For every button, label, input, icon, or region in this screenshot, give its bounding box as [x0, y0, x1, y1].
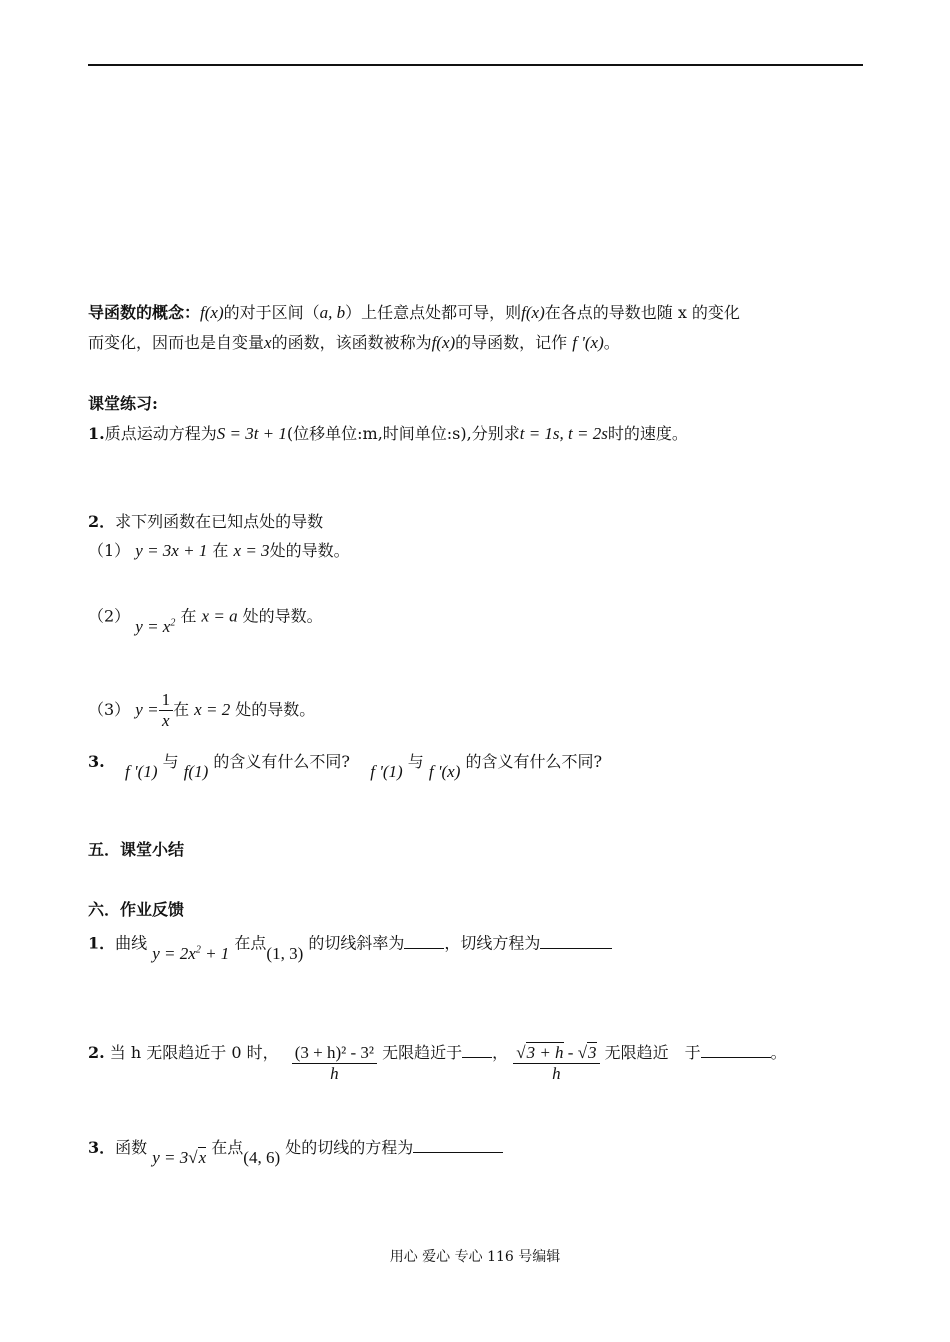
h2-blank-2[interactable]	[701, 1043, 771, 1058]
q1-formula: S = 3t + 1	[216, 424, 287, 443]
h1-text: 的切线斜率为	[308, 933, 405, 953]
concept-text: 的导函数，记作	[455, 333, 568, 352]
h1-text: ，切线方程为	[444, 933, 541, 953]
fraction-denominator: h	[292, 1063, 377, 1084]
concept-text: 而变化，因而也是自变量	[88, 333, 265, 352]
concept-heading: 导函数的概念：	[88, 303, 201, 322]
q2-3-point: x = 2	[194, 700, 231, 719]
x-symbol: x	[264, 333, 272, 352]
concept-text: 的对于区间（	[223, 303, 320, 322]
practice-q2-2	[88, 603, 323, 636]
q2-1-text: 处的导数。	[269, 541, 350, 560]
practice-q2-3	[88, 690, 315, 731]
fraction-numerator: (3 + h)² - 3²	[294, 1043, 374, 1062]
fx-symbol: f(x)	[521, 303, 545, 322]
h1-tail: + 1	[200, 943, 230, 963]
q2-2-base: y = x	[135, 616, 171, 636]
q2-2-function	[135, 617, 175, 636]
h2-text: 。	[770, 1043, 787, 1062]
practice-q3	[88, 752, 603, 781]
sqrt-term: 3	[588, 1043, 597, 1062]
h1-slope-blank[interactable]	[404, 934, 444, 949]
q2-3-fraction	[159, 690, 174, 731]
interval-ab: a, b	[319, 303, 346, 322]
q2-2-point: x = a	[201, 606, 238, 626]
homework-q1	[88, 930, 612, 963]
h2-fraction-2	[513, 1043, 599, 1084]
homework-heading: 六．作业反馈	[88, 900, 185, 919]
q3-text: 的含义有什么不同?	[213, 752, 350, 771]
q3-fprime-1: f '(1)	[125, 762, 158, 781]
q2-2-text: 处的导数。	[242, 606, 323, 626]
page-footer: 用心 爱心 专心 116 号编辑	[389, 1249, 561, 1265]
h3-function: y = 3√x	[152, 1148, 207, 1167]
practice-heading: 课堂练习:	[88, 394, 158, 413]
fprime-symbol: f '(x)	[572, 333, 604, 352]
h2-fraction-1	[292, 1043, 377, 1084]
h3-label: 3．	[88, 1138, 116, 1157]
q3-label: 3.	[88, 752, 105, 771]
h2-text: 当 h 无限趋近于 0 时，	[109, 1043, 279, 1062]
q3-text: 与	[162, 752, 179, 771]
header-rule	[88, 64, 863, 66]
sqrt-term: 3 + h	[526, 1043, 564, 1062]
homework-q3	[88, 1138, 503, 1167]
q2-3-text: 在	[173, 700, 190, 719]
h2-text: ，	[492, 1043, 509, 1062]
concept-text: ）上任意点处都可导，则	[345, 303, 522, 322]
fx-symbol: f(x)	[200, 303, 224, 322]
h2-text: 无限趋近 于	[604, 1043, 701, 1062]
fraction-denominator: h	[513, 1063, 599, 1084]
concept-line-1	[88, 303, 740, 323]
q2-1-function: y = 3x + 1	[135, 541, 208, 560]
h3-blank[interactable]	[413, 1138, 503, 1153]
h2-blank-1[interactable]	[462, 1043, 492, 1058]
h1-exponent: 2	[195, 944, 201, 955]
summary-heading: 五．课堂小结	[88, 840, 185, 859]
fraction-denominator: x	[159, 710, 174, 731]
q1-times: t = 1s, t = 2s	[519, 424, 608, 443]
q2-1-point: x = 3	[233, 541, 270, 560]
h1-point: (1, 3)	[266, 943, 304, 963]
practice-q2	[88, 512, 323, 532]
practice-q2-1	[88, 541, 350, 561]
concept-text: 在各点的导数也随 x 的变化	[544, 303, 740, 322]
q2-2-text: 在	[180, 606, 197, 626]
q2-3-label: （3）	[88, 700, 131, 719]
q2-1-label: （1）	[88, 541, 131, 560]
h3-text: 函数	[115, 1138, 148, 1157]
fraction-numerator: 1	[161, 690, 171, 709]
h1-text: 在点	[234, 933, 267, 953]
q3-fprime-x: f '(x)	[428, 762, 461, 781]
fraction-numerator: √3 + h - √3	[516, 1043, 597, 1062]
h3-base: y = 3	[152, 1148, 189, 1167]
h3-text: 处的切线的方程为	[285, 1138, 414, 1157]
concept-text: 的函数，该函数被称为	[271, 333, 432, 352]
h3-point: (4, 6)	[243, 1148, 281, 1167]
h1-function	[152, 944, 229, 963]
concept-text: 。	[603, 333, 620, 352]
h1-equation-blank[interactable]	[540, 934, 612, 949]
concept-line-2	[88, 333, 620, 353]
homework-q2	[88, 1033, 787, 1083]
h1-label: 1．	[88, 933, 116, 953]
sqrt-term: x	[198, 1148, 207, 1167]
fx-symbol: f(x)	[431, 333, 456, 352]
q1-text: 时的速度。	[607, 424, 688, 443]
q2-text: 求下列函数在已知点处的导数	[115, 512, 324, 531]
q1-text: (位移单位:m,时间单位:s),分别求	[286, 424, 520, 443]
q2-2-exponent: 2	[170, 617, 176, 628]
q3-fprime-1b: f '(1)	[370, 762, 403, 781]
q1-text: 质点运动方程为	[104, 424, 217, 443]
h2-label: 2.	[88, 1043, 105, 1062]
practice-q1	[88, 424, 688, 444]
q1-label: 1.	[88, 424, 105, 443]
q2-1-text: 在	[212, 541, 229, 560]
h1-base: y = 2x	[152, 943, 196, 963]
q2-3-y: y =	[135, 700, 159, 719]
h1-text: 曲线	[115, 933, 148, 953]
q2-3-text: 处的导数。	[235, 700, 316, 719]
q3-f-1: f(1)	[183, 762, 209, 781]
q2-label: 2．	[88, 512, 116, 531]
q2-2-label: （2）	[88, 606, 131, 626]
h2-text: 无限趋近于	[382, 1043, 463, 1062]
q3-text: 的含义有什么不同?	[465, 752, 603, 771]
h3-text: 在点	[211, 1138, 244, 1157]
q3-text: 与	[407, 752, 424, 771]
